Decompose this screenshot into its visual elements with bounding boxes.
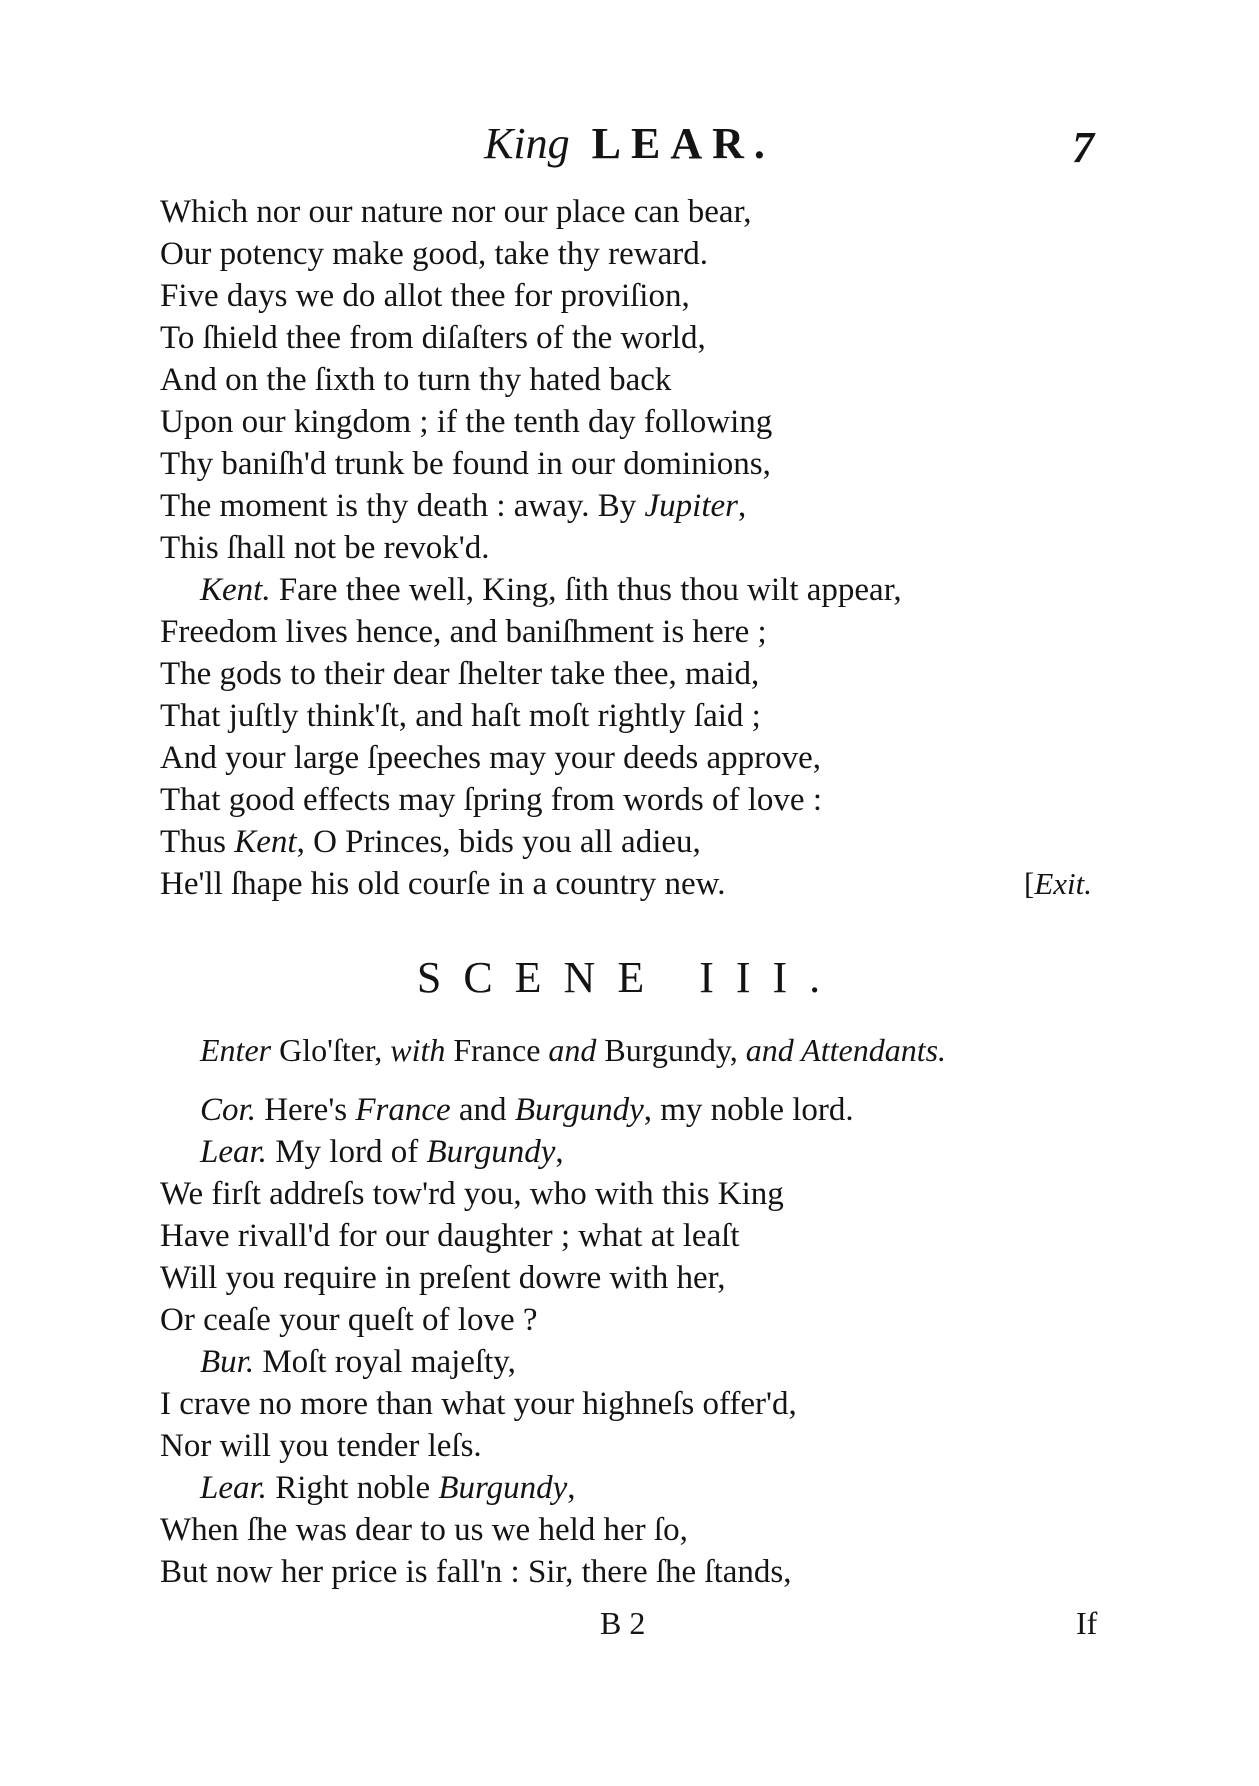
stage-direction	[200, 1030, 946, 1070]
verse-line: I crave no more than what your highneſs offer'd,	[160, 1386, 797, 1422]
verse-line: And on the ſixth to turn thy hated back	[160, 362, 672, 398]
scene-heading: SCENE III.	[416, 953, 843, 1002]
stage-word: and	[745, 1032, 794, 1068]
stage-word: Enter	[200, 1032, 272, 1068]
verse-text: , O Princes, bids you all adieu,	[296, 824, 701, 860]
verse-line: To ſhield thee from diſaſters of the world,	[160, 320, 706, 356]
exit-bracket: [	[1024, 866, 1035, 901]
speaker-name: Lear.	[200, 1134, 267, 1170]
italic-name: Burgundy	[426, 1134, 556, 1170]
speaker-name: Lear.	[200, 1470, 267, 1506]
catchword: If	[1076, 1605, 1098, 1641]
verse-text: Here's	[255, 1092, 356, 1128]
speech-line	[200, 1132, 564, 1172]
speech-line	[200, 1468, 576, 1508]
stage-word: and	[548, 1032, 597, 1068]
verse-text: Right noble	[266, 1470, 439, 1506]
verse-text: Thus	[160, 824, 235, 860]
verse-line: That good effects may ſpring from words of love :	[160, 782, 822, 818]
verse-line: Thy baniſh'd trunk be found in our dominions,	[160, 446, 771, 482]
verse-line: Have rivall'd for our daughter ; what at leaſt	[160, 1218, 740, 1254]
running-head	[0, 118, 1259, 169]
stage-word: Attendants.	[793, 1032, 947, 1068]
italic-name: Kent	[234, 824, 297, 860]
verse-line: The gods to their dear ſhelter take thee, maid,	[160, 656, 760, 692]
verse-line: Freedom lives hence, and baniſhment is here ;	[160, 614, 767, 650]
verse-text: ,	[555, 1134, 564, 1170]
verse-text: and	[450, 1092, 515, 1128]
running-head-king: King	[484, 119, 570, 168]
running-head-lear: LEAR.	[591, 119, 775, 168]
italic-name: Burgundy	[438, 1470, 568, 1506]
italic-name: Burgundy	[514, 1092, 644, 1128]
verse-text: The moment is thy death : away. By	[160, 488, 645, 524]
signature-mark: B 2	[600, 1605, 646, 1641]
verse-line: Our potency make good, take thy reward.	[160, 236, 708, 272]
italic-name: Jupiter	[644, 488, 738, 524]
verse-line: Nor will you tender leſs.	[160, 1428, 482, 1464]
character-name: Glo'ſter,	[271, 1032, 391, 1068]
verse-line: And your large ſpeeches may your deeds approve,	[160, 740, 821, 776]
verse-line: He'll ſhape his old courſe in a country new.	[160, 866, 726, 902]
speech-line	[200, 570, 902, 610]
verse-line	[160, 486, 746, 526]
verse-text: ,	[738, 488, 747, 524]
verse-text: , my noble lord.	[643, 1092, 854, 1128]
verse-line: Upon our kingdom ; if the tenth day following	[160, 404, 773, 440]
verse-line: When ſhe was dear to us we held her ſo,	[160, 1512, 688, 1548]
speaker-name: Cor.	[200, 1092, 256, 1128]
exit-direction	[1024, 864, 1092, 904]
speech-line	[200, 1342, 516, 1382]
speech-line	[200, 1090, 854, 1130]
verse-line	[160, 822, 701, 862]
verse-line: This ſhall not be revok'd.	[160, 530, 490, 566]
verse-text: Moſt royal majeſty,	[254, 1344, 516, 1380]
verse-line: That juſtly think'ſt, and haſt moſt rightly ſaid ;	[160, 698, 761, 734]
page-number: 7	[1072, 123, 1094, 172]
verse-line: Or ceaſe your queſt of love ?	[160, 1302, 538, 1338]
verse-line: But now her price is fall'n : Sir, there ſhe ſtands,	[160, 1554, 792, 1590]
verse-text: Fare thee well, King, ſith thus thou wilt appear,	[270, 572, 902, 608]
verse-line: Five days we do allot thee for proviſion,	[160, 278, 690, 314]
stage-word: with	[390, 1032, 446, 1068]
character-name: Burgundy,	[596, 1032, 746, 1068]
speaker-name: Kent.	[200, 572, 271, 608]
speaker-name: Bur.	[200, 1344, 255, 1380]
verse-text: ,	[567, 1470, 576, 1506]
verse-line: We firſt addreſs tow'rd you, who with this King	[160, 1176, 784, 1212]
verse-line: Will you require in preſent dowre with her,	[160, 1260, 726, 1296]
italic-name: France	[355, 1092, 451, 1128]
exit-word: Exit.	[1034, 866, 1092, 901]
character-name: France	[445, 1032, 549, 1068]
verse-text: My lord of	[266, 1134, 427, 1170]
verse-line: Which nor our nature nor our place can bear,	[160, 194, 752, 230]
